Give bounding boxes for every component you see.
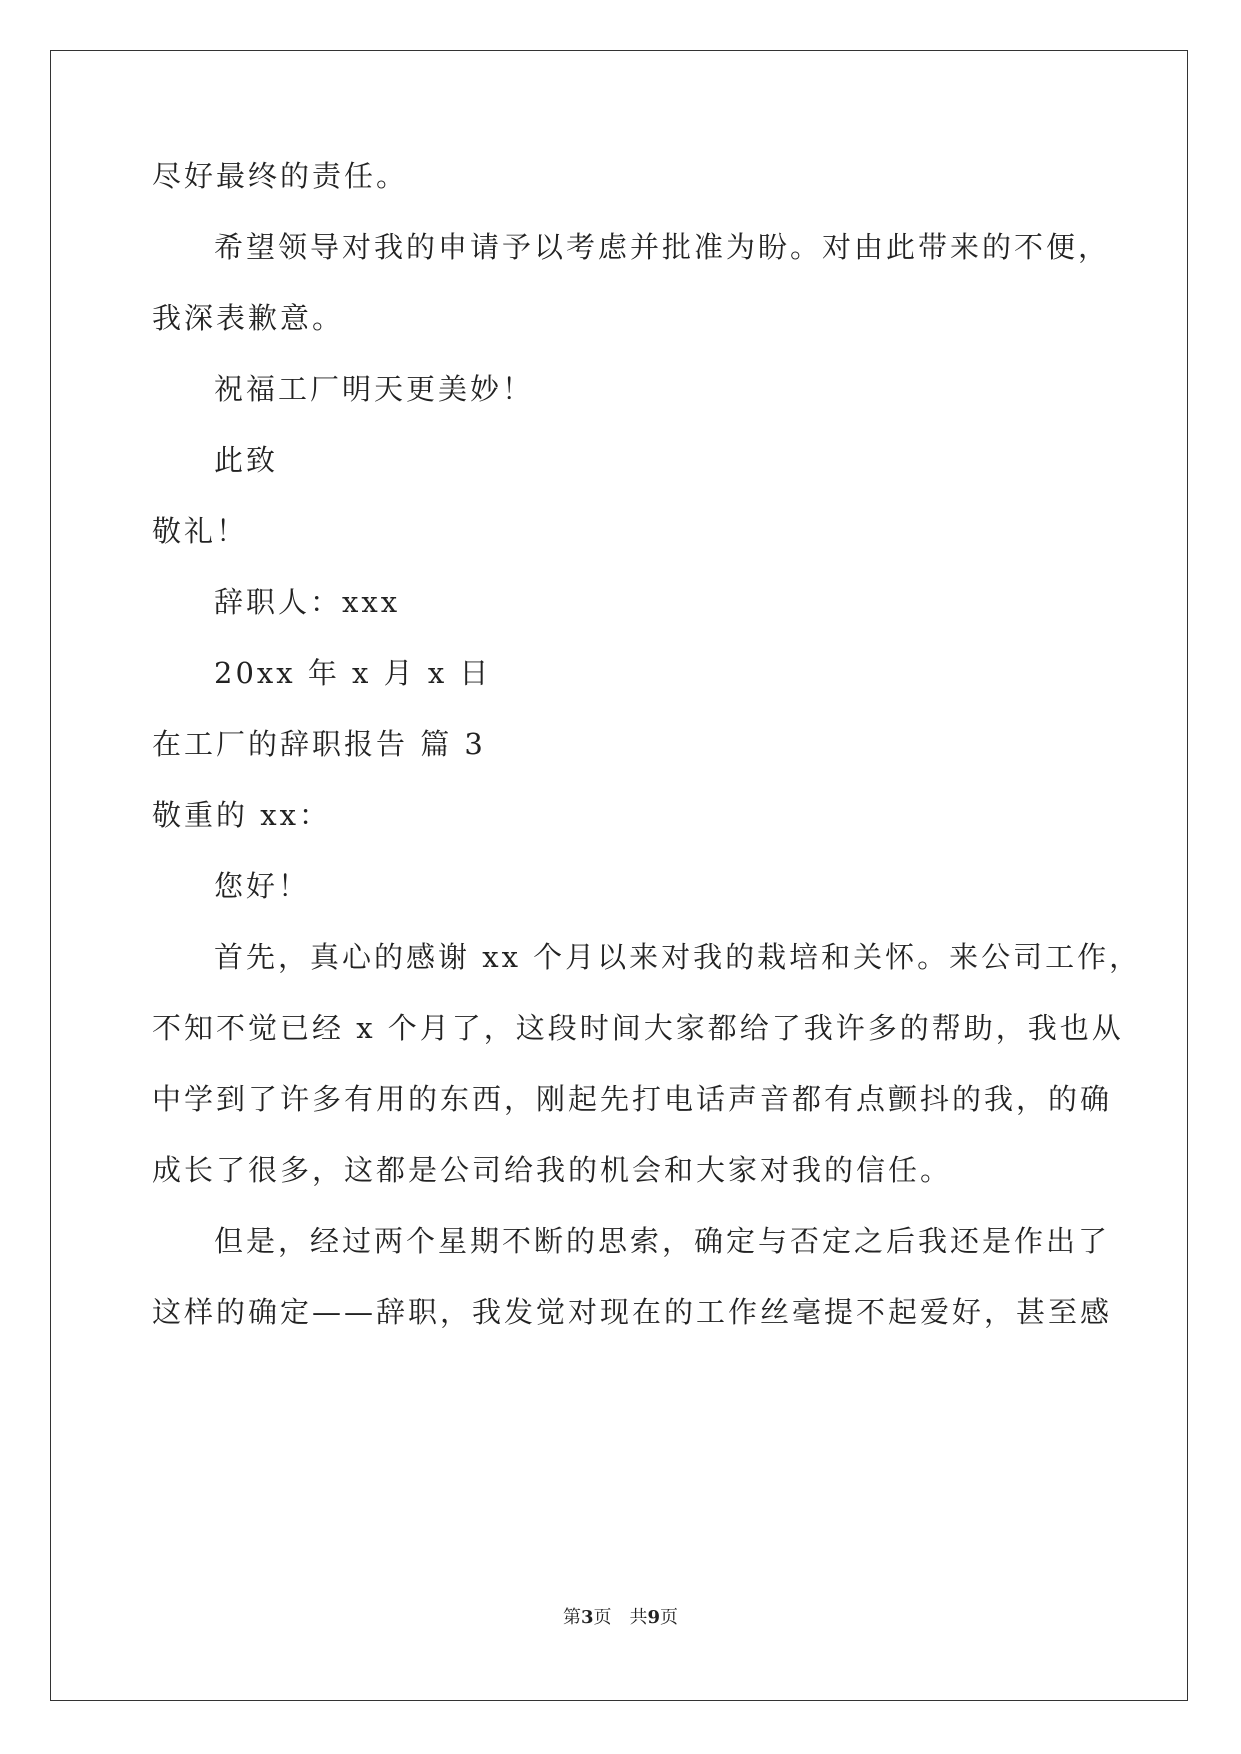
date: 20xx 年 x 月 x 日	[214, 656, 492, 690]
page-suffix: 页	[593, 1607, 612, 1628]
paragraph-line: 中学到了许多有用的东西，刚起先打电话声音都有点颤抖的我，的确	[152, 1082, 1113, 1116]
signature: 辞职人：xxx	[214, 585, 401, 619]
total-suffix: 页	[660, 1607, 679, 1628]
page-total: 9	[647, 1607, 661, 1628]
paragraph-line: 我深表歉意。	[152, 301, 345, 335]
paragraph-line: 成长了很多，这都是公司给我的机会和大家对我的信任。	[152, 1153, 953, 1187]
greeting-hello: 您好！	[214, 869, 311, 903]
paragraph-line: 首先，真心的感谢 xx 个月以来对我的栽培和关怀。来公司工作，	[214, 940, 1142, 974]
total-prefix: 共	[629, 1607, 648, 1628]
greeting: 敬重的 xx：	[152, 798, 331, 832]
paragraph-line: 这样的确定——辞职，我发觉对现在的工作丝毫提不起爱好，甚至感	[152, 1295, 1113, 1329]
section-title: 在工厂的辞职报告 篇 3	[152, 727, 486, 761]
page-current: 3	[580, 1607, 594, 1628]
page-footer	[0, 1606, 1241, 1630]
closing-salutation: 此致	[214, 443, 279, 477]
paragraph-line: 祝福工厂明天更美妙！	[214, 372, 535, 406]
page-prefix: 第	[562, 1607, 581, 1628]
paragraph-line: 尽好最终的责任。	[152, 159, 409, 193]
paragraph-line: 不知不觉已经 x 个月了，这段时间大家都给了我许多的帮助，我也从	[152, 1011, 1124, 1045]
closing-regards: 敬礼！	[152, 514, 249, 548]
paragraph-line: 但是，经过两个星期不断的思索，确定与否定之后我还是作出了	[214, 1224, 1111, 1258]
paragraph-line: 希望领导对我的申请予以考虑并批准为盼。对由此带来的不便，	[214, 230, 1111, 264]
